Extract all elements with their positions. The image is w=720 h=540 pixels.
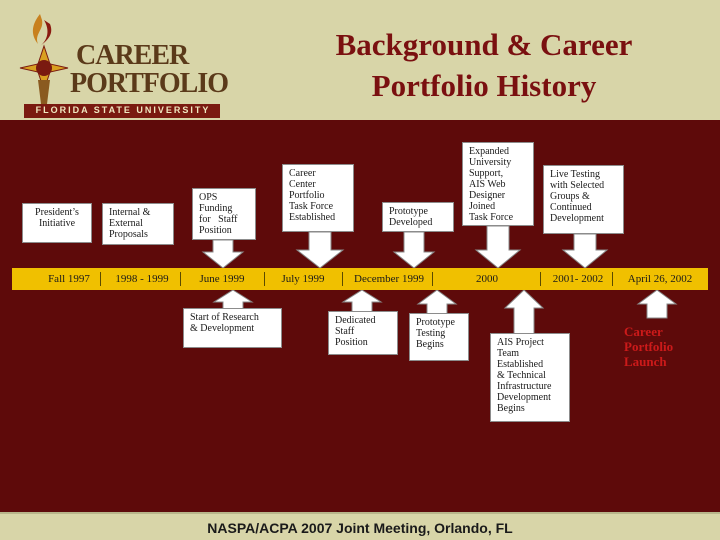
timeline-label: July 1999 [281, 273, 325, 285]
milestone-presidents-initiative: President’s Initiative [22, 203, 92, 243]
logo-banner-text: FLORIDA STATE UNIVERSITY [35, 105, 211, 115]
timeline-divider [612, 272, 613, 286]
timeline-divider [100, 272, 101, 286]
timeline-label: April 26, 2002 [627, 273, 693, 285]
footer-text: NASPA/ACPA 2007 Joint Meeting, Orlando, FL [207, 520, 513, 536]
timeline-divider [264, 272, 265, 286]
milestone-expanded-support: Expanded University Support, AIS Web Designer Joined Task Force [462, 142, 534, 226]
timeline-divider [180, 272, 181, 286]
milestone-ops-funding: OPS Funding for Staff Position [192, 188, 256, 240]
up-arrow-icon [505, 290, 543, 334]
up-arrow-icon [638, 290, 676, 318]
milestone-dedicated-staff: Dedicated Staff Position [328, 311, 398, 355]
timeline-label: 2000 [476, 273, 498, 285]
timeline-label: 2001- 2002 [552, 273, 604, 285]
milestone-ais-project: AIS Project Team Established & Technical Infrastructure Development Begins [490, 333, 570, 422]
timeline-divider [432, 272, 433, 286]
down-arrow-icon [394, 232, 434, 268]
milestone-career-portfolio-launch: Career Portfolio Launch [624, 324, 674, 369]
milestone-start-of-research: Start of Research & Development [183, 308, 282, 348]
logo-word-portfolio: PORTFOLIO [70, 68, 229, 99]
logo-word-career: CAREER [76, 40, 189, 71]
footer [0, 512, 720, 540]
timeline-divider [342, 272, 343, 286]
down-arrow-icon [476, 226, 520, 268]
milestone-live-testing: Live Testing with Selected Groups & Continued Development [543, 165, 624, 234]
timeline-label: December 1999 [354, 273, 424, 285]
title-line-2: Portfolio History [371, 68, 597, 103]
up-arrow-icon [418, 290, 456, 314]
down-arrow-icon [203, 240, 243, 268]
timeline-bar [12, 268, 708, 290]
milestone-career-center-task-force: Career Center Portfolio Task Force Established [282, 164, 354, 232]
timeline-label: June 1999 [199, 273, 245, 285]
milestone-prototype-testing: Prototype Testing Begins [409, 313, 469, 361]
timeline-divider [540, 272, 541, 286]
milestone-internal-external-proposals: Internal & External Proposals [102, 203, 174, 245]
down-arrow-icon [563, 234, 607, 268]
title-line-1: Background & Career [335, 27, 633, 62]
milestone-prototype-developed: Prototype Developed [382, 202, 454, 232]
down-arrow-icon [297, 232, 343, 268]
timeline-label: 1998 - 1999 [115, 273, 169, 285]
up-arrow-icon [343, 290, 381, 312]
timeline-label: Fall 1997 [48, 273, 90, 285]
